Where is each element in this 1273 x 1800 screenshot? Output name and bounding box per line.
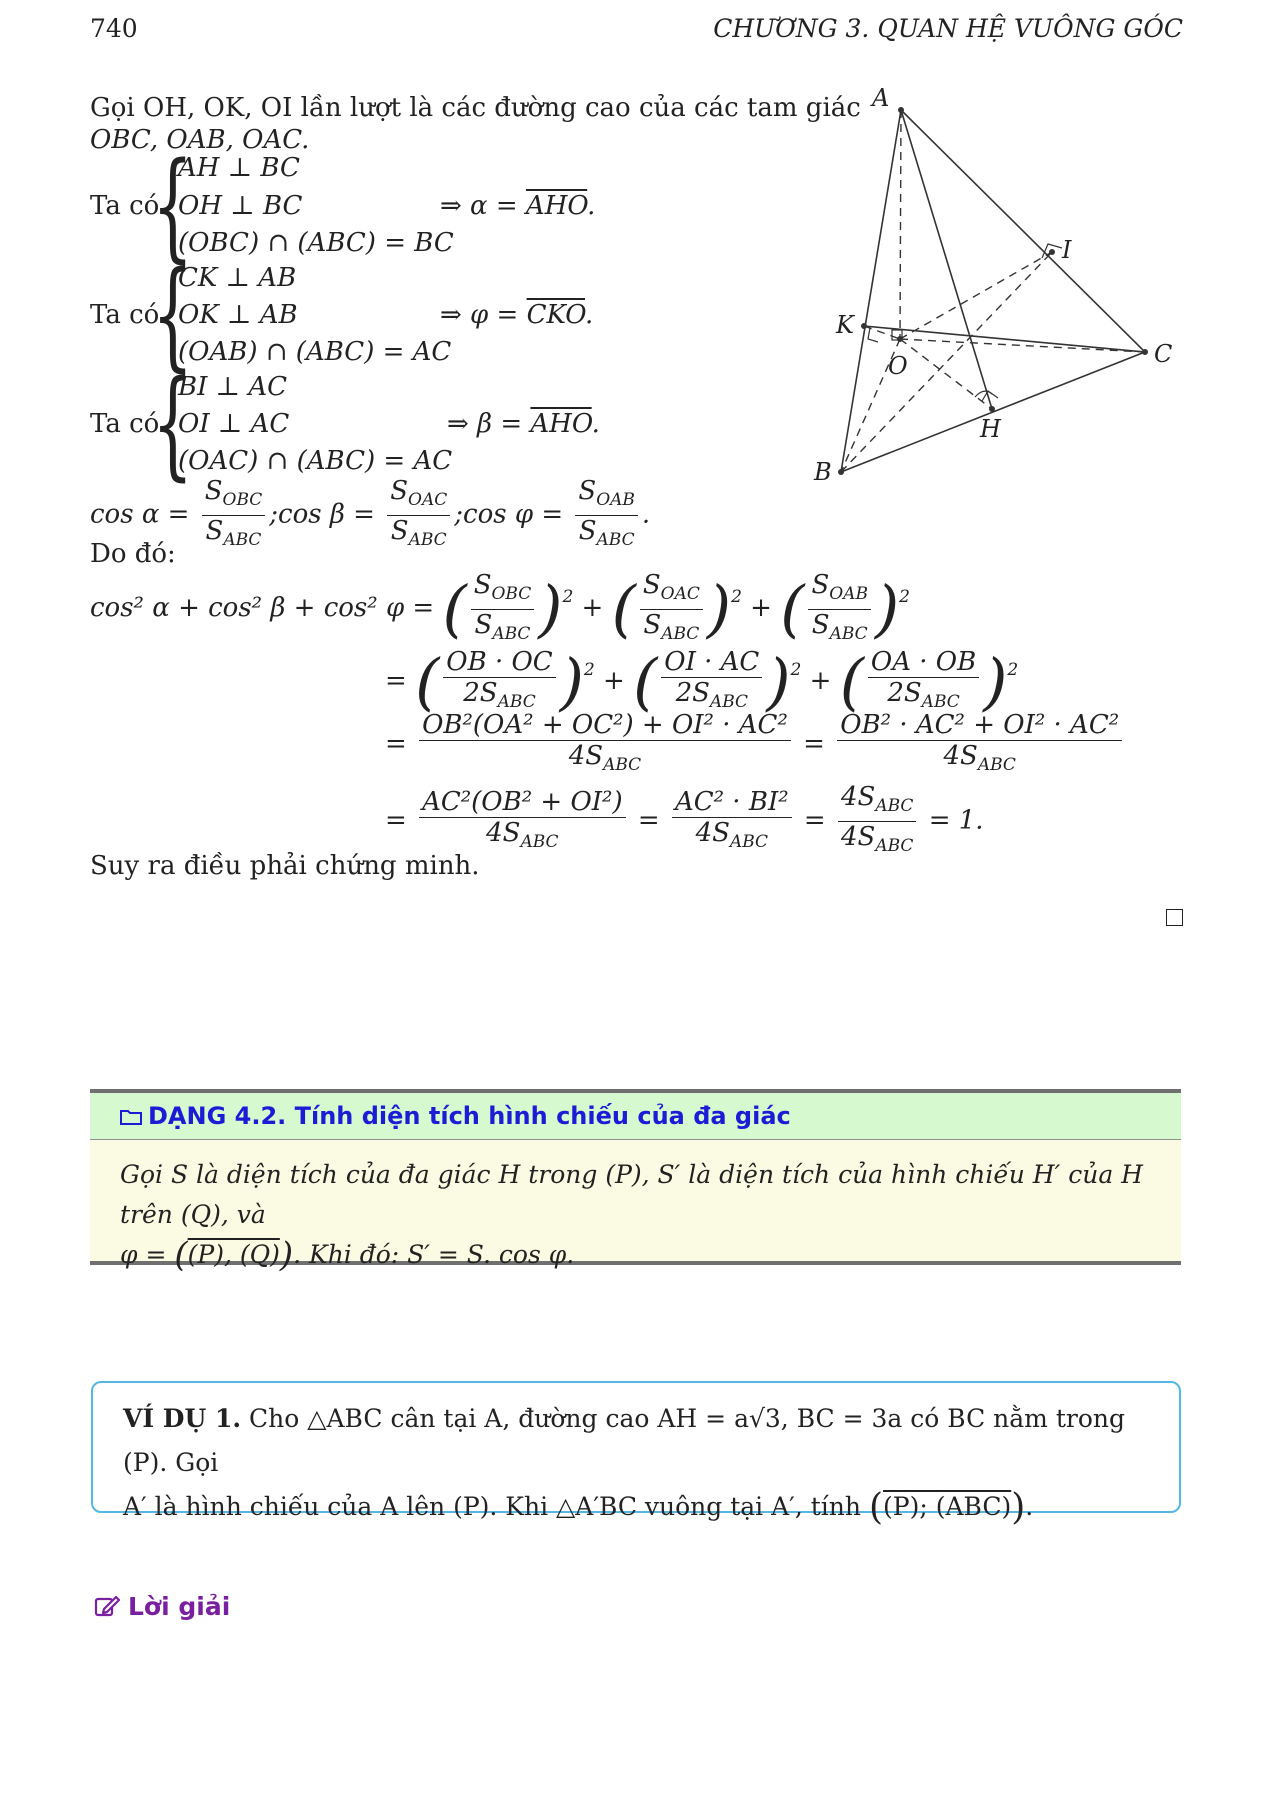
point-b xyxy=(838,469,844,475)
four-s: 4S xyxy=(568,741,604,771)
label-c: C xyxy=(1154,340,1173,368)
eq2-term-2: OI · AC xyxy=(661,647,762,678)
dang-formula: . Khi đó: S′ = S. cos φ. xyxy=(293,1240,575,1269)
four-s: 4S xyxy=(486,817,521,848)
point-i xyxy=(1049,249,1055,255)
angle-arc-h xyxy=(975,391,992,397)
point-k xyxy=(861,323,867,329)
ta-co-3: Ta có xyxy=(90,409,160,439)
ta-co-2: Ta có xyxy=(90,300,160,330)
dang-phi-eq: φ = xyxy=(120,1240,167,1269)
cos-ratios: cos α = $\frac{S_{OBC}}{S_{ABC}}$ ;cos β = $\frac{S_{OAC}}{S_{ABC}}$ ;cos φ = $\frac{S_{OAB}}{S_{ABC}}$ . xyxy=(90,476,650,555)
do-do: Do đó: xyxy=(90,539,176,569)
sys2-result: ⇒ $\varphi = \overline{CKO}$. xyxy=(440,300,594,330)
brace-1: { xyxy=(152,136,194,274)
sub-abc: ABC xyxy=(492,623,531,644)
sub-abc: ABC xyxy=(408,530,447,550)
point-h xyxy=(989,406,995,412)
label-k: K xyxy=(836,311,854,339)
label-i: I xyxy=(1062,236,1072,264)
example-text-2: A′ là hình chiếu của A lên (P). Khi △A′BC vuông tại A′, tính xyxy=(123,1492,861,1521)
eq4-num-a: AC²(OB² + OI²) xyxy=(419,787,626,818)
sub-abc: ABC xyxy=(921,692,960,712)
sub-obc: OBC xyxy=(491,583,532,604)
two-s: 2S xyxy=(675,678,710,708)
sub-abc: ABC xyxy=(596,530,635,550)
eq2-term-1: OB · OC xyxy=(443,647,555,678)
four-s: 4S xyxy=(943,741,978,771)
sub-oab: OAB xyxy=(829,583,868,604)
cos-alpha-frac: $\frac{S_{OBC}}{S_{ABC}}$ xyxy=(202,476,266,555)
example-body xyxy=(123,1397,1154,1530)
sub-abc: ABC xyxy=(497,692,536,712)
example-end: . xyxy=(1025,1492,1034,1521)
dang-section xyxy=(90,1089,1181,1275)
sub-obc: OBC xyxy=(222,490,263,510)
edge-ab xyxy=(841,110,901,472)
sys2-row2: OK ⊥ AB xyxy=(178,300,298,330)
page-header xyxy=(90,14,1183,48)
sub-abc: ABC xyxy=(729,831,769,852)
sys2-row1: CK ⊥ AB xyxy=(178,263,297,293)
sys3-result-prefix: ⇒ β = xyxy=(447,409,531,439)
sub-abc: ABC xyxy=(709,692,749,712)
sys1-result: ⇒ $\alpha = \overline{AHO}$. xyxy=(440,191,596,221)
sub-abc: ABC xyxy=(603,755,642,775)
label-o: O xyxy=(888,352,908,380)
sub-abc: ABC xyxy=(661,623,700,644)
dang-angle-pq: (P), (Q) xyxy=(187,1240,280,1269)
pyramid-figure xyxy=(800,82,1180,492)
solution-label: Lời giải xyxy=(128,1592,231,1621)
dang-body-line1: Gọi S là diện tích của đa giác H trong (P), S′ là diện tích của hình chiếu H′ của H trên (Q), và xyxy=(120,1160,1143,1229)
cos-beta-frac: $\frac{S_{OAC}}{S_{ABC}}$ xyxy=(387,476,450,555)
sub-abc: ABC xyxy=(977,755,1016,775)
point-o xyxy=(897,336,903,342)
right-angle-k xyxy=(868,328,878,342)
sub-oab: OAB xyxy=(596,490,635,510)
equation-line-3: = $\frac{\text{OB²(OA² + OC²) + OI² · AC²}}{4S_{ABC}}$ = $\frac{\text{OB² · AC² + OI² · AC²}}{4S_{ABC}}$ xyxy=(385,710,1126,780)
dang-body xyxy=(120,1155,1151,1275)
sub-oac: OAC xyxy=(408,490,448,510)
cos-phi-frac: $\frac{S_{OAB}}{S_{ABC}}$ xyxy=(575,476,638,555)
example-box xyxy=(91,1381,1181,1528)
equation-line-4: = $\frac{\text{AC²(OB² + OI²)}}{4S_{ABC}}$ = $\frac{\text{AC² · BI²}}{4S_{ABC}}$ = $\frac{4S_{ABC}}{4S_{ABC}}$ = 1. xyxy=(385,782,984,856)
point-a xyxy=(898,107,904,113)
eq4-end: = 1. xyxy=(928,805,984,836)
example-line2: A′ là hình chiếu của A lên (P). Khi △A′BC vuông tại A′, tính ((P); (ABC)). xyxy=(123,1487,1034,1528)
edge-oh xyxy=(900,339,992,409)
example-text-1: Cho △ABC cân tại A, đường cao AH = a√3, BC = 3a có BC nằm trong (P). Gọi xyxy=(123,1404,1125,1477)
proof-intro-line1: Gọi OH, OK, OI lần lượt là các đường cao của các tam giác xyxy=(90,93,861,123)
brace-2: { xyxy=(152,245,194,383)
cos-phi-label: ;cos φ = xyxy=(454,499,564,530)
two-s: 2S xyxy=(463,678,498,708)
label-h: H xyxy=(980,415,1001,443)
cos-beta-label: ;cos β = xyxy=(269,499,375,530)
eq2-term-3: OA · OB xyxy=(868,647,979,678)
sys1-row2: OH ⊥ BC xyxy=(178,191,303,221)
sub-abc: ABC xyxy=(875,836,914,856)
eq3-num-a: OB²(OA² + OC²) + OI² · AC² xyxy=(419,710,791,741)
sub-abc: ABC xyxy=(223,530,262,550)
dang-body-line2: φ = ((P), (Q)). Khi đó: S′ = S. cos φ. xyxy=(120,1235,575,1275)
sys3-row1: BI ⊥ AC xyxy=(178,372,288,402)
edge-ao xyxy=(900,110,901,339)
eq4-num-b: AC² · BI² xyxy=(672,787,792,818)
ta-co-1: Ta có xyxy=(90,191,160,221)
two-s: 2S xyxy=(887,678,922,708)
four-s: 4S xyxy=(695,817,730,848)
sys3-row2: OI ⊥ AC xyxy=(178,409,290,439)
sub-abc: ABC xyxy=(829,623,868,644)
sys1-result-angle: $\overline{AHO}$ xyxy=(525,191,588,221)
equation-line-1: cos² α + cos² β + cos² φ = ( $\frac{S_{OBC}}{S_{ABC}}$ )$^2$ + ( $\frac{S_{OAC}}{S_{ABC}}$ )$^2$ + ( $\frac{S_{OAB}}{S_{ABC}}$ )$^2$ xyxy=(90,569,910,645)
sys2-result-prefix: ⇒ φ = xyxy=(440,300,527,330)
sum-lhs: cos² α + cos² β + cos² φ = xyxy=(90,593,435,623)
sys1-result-prefix: ⇒ α = xyxy=(440,191,526,221)
sub-oac: OAC xyxy=(660,583,700,604)
page-number: 740 xyxy=(90,14,138,43)
chapter-title: CHƯƠNG 3. QUAN HỆ VUÔNG GÓC xyxy=(713,14,1183,43)
label-b: B xyxy=(814,458,832,486)
edge-oi xyxy=(900,252,1052,339)
dang-title: DẠNG 4.2. Tính diện tích hình chiếu của đa giác xyxy=(148,1102,791,1130)
example-line1 xyxy=(123,1397,1154,1485)
sys3-row3: (OAC) ∩ (ABC) = AC xyxy=(178,446,453,476)
sys1-row3: (OBC) ∩ (ABC) = BC xyxy=(178,228,454,258)
qed-square xyxy=(1166,909,1183,926)
conclusion: Suy ra điều phải chứng minh. xyxy=(90,851,480,881)
edit-icon xyxy=(94,1594,120,1618)
label-a: A xyxy=(872,84,890,112)
eq3-num-b: OB² · AC² + OI² · AC² xyxy=(837,710,1122,741)
sys3-result: ⇒ $\beta = \overline{AHO}$. xyxy=(447,409,600,439)
eq4-num-c: 4S xyxy=(840,782,876,812)
point-c xyxy=(1142,349,1148,355)
equation-line-2: = ( $\frac{OB \cdot OC}{2S_{ABC}}$ )$^2$ + ( $\frac{OI \cdot AC}{2S_{ABC}}$ )$^2$ + ( $\frac{OA \cdot OB}{2S_{ABC}}$ )$^2$ xyxy=(385,645,1019,718)
sub-abc: ABC xyxy=(875,796,914,816)
four-s: 4S xyxy=(840,822,876,852)
brace-3: { xyxy=(152,354,194,492)
sys2-result-angle: $\overline{CKO}$ xyxy=(526,300,585,330)
proof-intro-line2: OBC, OAB, OAC. xyxy=(90,125,310,155)
dang-header xyxy=(90,1093,1181,1140)
sub-abc: ABC xyxy=(520,831,559,852)
cos-alpha-label: cos α = xyxy=(90,499,190,530)
sys1-row1: AH ⊥ BC xyxy=(178,153,300,183)
folder-icon xyxy=(120,1109,142,1125)
sys2-row3: (OAB) ∩ (ABC) = AC xyxy=(178,337,452,367)
solution-heading xyxy=(94,1592,230,1621)
sys3-result-angle: $\overline{AHO}$ xyxy=(530,409,592,439)
example-angle: (P); (ABC) xyxy=(883,1492,1012,1521)
example-label: VÍ DỤ 1. xyxy=(123,1404,242,1433)
